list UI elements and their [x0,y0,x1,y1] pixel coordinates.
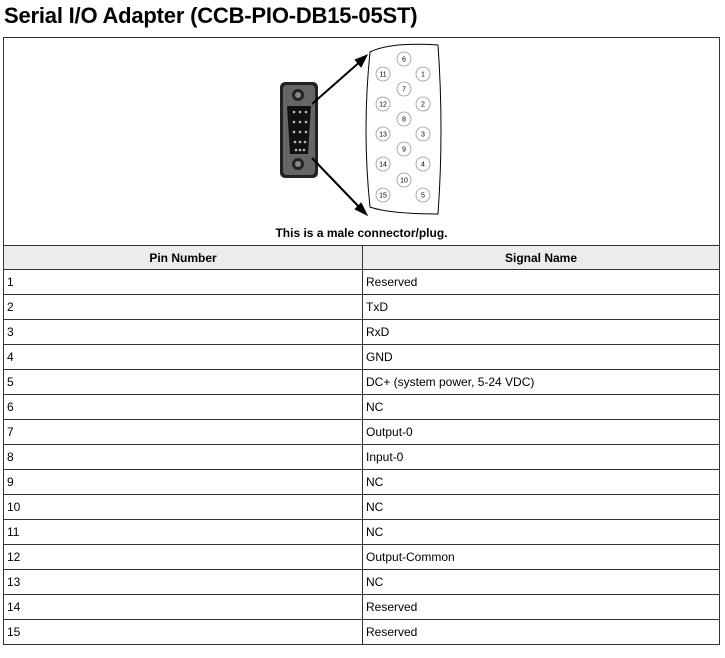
pin-number-cell: 8 [4,445,363,470]
table-row [4,320,720,345]
pin-label: 12 [379,101,387,109]
pin-label: 10 [400,177,408,185]
diagram-caption: This is a male connector/plug. [275,226,448,240]
pin-number-cell: 11 [4,520,363,545]
signal-name-cell: DC+ (system power, 5-24 VDC) [363,370,720,395]
pin-marker [376,188,390,202]
table-row [4,595,720,620]
table-row [4,445,720,470]
table-header-row [4,246,720,270]
signal-name-cell: Output-0 [363,420,720,445]
pin-marker [376,97,390,111]
pin-label: 9 [402,146,406,154]
table-row [4,520,720,545]
pin-marker [397,82,411,96]
pin-label: 7 [402,86,406,94]
connector-plug-icon [280,82,318,178]
pin-label: 11 [379,71,387,79]
pin-number-cell: 12 [4,545,363,570]
table-row [4,295,720,320]
header-pin-number: Pin Number [4,246,363,270]
signal-name-cell: NC [363,395,720,420]
table-row [4,370,720,395]
pin-number-cell: 3 [4,320,363,345]
table-row [4,270,720,295]
signal-name-cell: NC [363,520,720,545]
db15-connector-diagram [0,0,725,245]
pin-label: 1 [421,71,425,79]
signal-name-cell: TxD [363,295,720,320]
table-row [4,470,720,495]
pin-marker [416,127,430,141]
pin-label: 8 [402,116,406,124]
table-row [4,345,720,370]
pin-marker [397,173,411,187]
pin-number-cell: 5 [4,370,363,395]
header-signal-name: Signal Name [363,246,720,270]
page-title: Serial I/O Adapter (CCB-PIO-DB15-05ST) [4,3,418,28]
pin-label: 6 [402,56,406,64]
pin-label: 14 [379,161,387,169]
pin-number-cell: 9 [4,470,363,495]
signal-name-cell: Output-Common [363,545,720,570]
pin-marker [376,67,390,81]
signal-name-cell: GND [363,345,720,370]
pin-number-cell: 13 [4,570,363,595]
signal-name-cell: Input-0 [363,445,720,470]
pin-number-cell: 7 [4,420,363,445]
pin-number-cell: 2 [4,295,363,320]
table-row [4,420,720,445]
table-row [4,545,720,570]
signal-name-cell: Reserved [363,595,720,620]
signal-name-cell: NC [363,570,720,595]
signal-name-cell: NC [363,470,720,495]
pin-label: 5 [421,192,425,200]
signal-name-cell: NC [363,495,720,520]
pin-marker [416,188,430,202]
pin-number-cell: 14 [4,595,363,620]
pin-number-cell: 10 [4,495,363,520]
table-row [4,395,720,420]
pin-label: 4 [421,161,425,169]
signal-name-cell: Reserved [363,270,720,295]
pin-marker [416,67,430,81]
pin-marker [397,142,411,156]
pin-marker [376,157,390,171]
pin-marker [416,97,430,111]
signal-name-cell: RxD [363,320,720,345]
table-row [4,620,720,645]
pin-number-cell: 1 [4,270,363,295]
pin-number-cell: 6 [4,395,363,420]
pin-label: 3 [421,131,425,139]
pin-label: 2 [421,101,425,109]
pin-number-cell: 4 [4,345,363,370]
pin-marker [397,112,411,126]
pin-label: 15 [379,192,387,200]
table-row [4,495,720,520]
table-row [4,570,720,595]
pin-label: 13 [379,131,387,139]
pin-marker [376,127,390,141]
pin-marker [397,52,411,66]
arrow-icon [312,56,366,214]
signal-name-cell: Reserved [363,620,720,645]
pin-marker [416,157,430,171]
pin-number-cell: 15 [4,620,363,645]
